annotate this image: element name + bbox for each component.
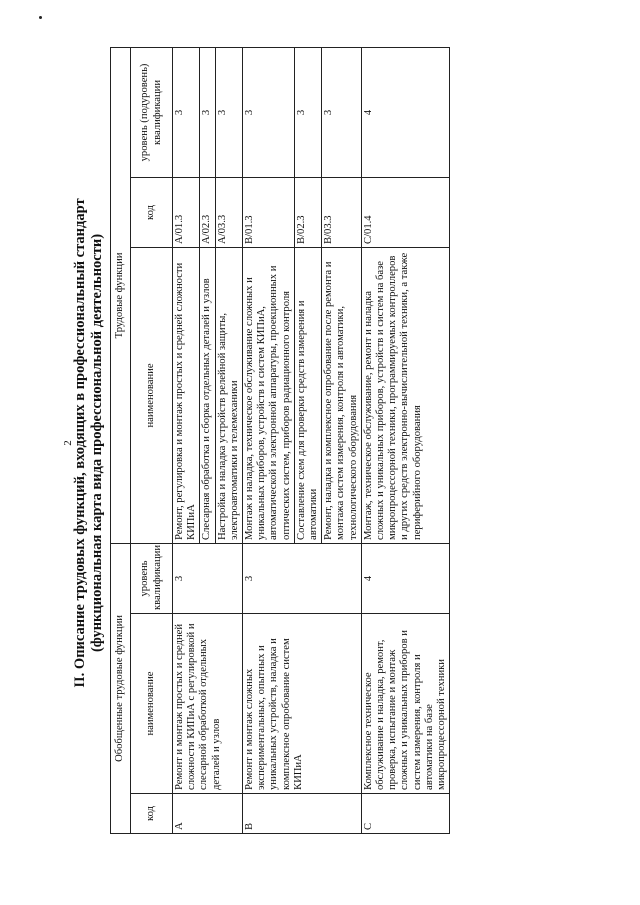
header-labor-functions: Трудовые функции bbox=[111, 47, 131, 543]
header-function-name: наименование bbox=[131, 247, 173, 543]
header-generalized-functions: Обобщенные трудовые функции bbox=[111, 543, 131, 833]
header-group-code: код bbox=[131, 794, 173, 834]
group-code: B bbox=[243, 794, 362, 834]
header-function-level: уровень (подуровень) квалификации bbox=[131, 47, 173, 177]
table-row bbox=[243, 47, 295, 833]
function-name: Монтаж и наладка, техническое обслуживание сложных и уникальных приборов, устройств и систем КИПиА, автоматической и электронной аппаратуры, проекционных и оптических систем, приборов радиационного контроля bbox=[243, 247, 295, 543]
group-level: 3 bbox=[243, 543, 362, 613]
function-level: 4 bbox=[361, 47, 449, 177]
group-name: Ремонт и монтаж сложных экспериментальных, опытных и уникальных устройств, наладка и комплексное опробование систем КИПиА bbox=[243, 614, 362, 794]
function-code: A/01.3 bbox=[173, 177, 200, 247]
function-name: Монтаж, техническое обслуживание, ремонт и наладка сложных и уникальных приборов, устройств и систем на базе микропроцессорной техники, программируемых контроллеров и других средств электронно-вычислительной техники, а также периферийного оборудования bbox=[361, 247, 449, 543]
rotated-document-page bbox=[60, 48, 580, 838]
group-code: C bbox=[361, 794, 449, 834]
table-row bbox=[173, 47, 200, 833]
functional-map-table bbox=[110, 47, 450, 834]
function-level: 3 bbox=[200, 47, 215, 177]
function-name: Составление схем для проверки средств измерения и автоматики bbox=[294, 247, 321, 543]
group-code: A bbox=[173, 794, 243, 834]
group-name: Ремонт и монтаж простых и средней сложности КИПиА с регулировкой и слесарной обработкой отдельных деталей и узлов bbox=[173, 614, 243, 794]
function-level: 3 bbox=[173, 47, 200, 177]
function-level: 3 bbox=[294, 47, 321, 177]
header-row-columns bbox=[131, 47, 173, 833]
function-level: 3 bbox=[243, 47, 295, 177]
header-group-name: наименование bbox=[131, 614, 173, 794]
function-code: B/03.3 bbox=[322, 177, 362, 247]
table-row bbox=[361, 47, 449, 833]
title-line-2: (функциональная карта вида профессиональной деятельности) bbox=[89, 233, 105, 653]
function-name: Ремонт, регулировка и монтаж простых и средней сложности КИПиА bbox=[173, 247, 200, 543]
function-name: Ремонт, наладка и комплексное опробование после ремонта и монтажа систем измерения, контроля и автоматики, технологического оборудования bbox=[322, 247, 362, 543]
function-code: A/03.3 bbox=[215, 177, 242, 247]
function-code: B/01.3 bbox=[243, 177, 295, 247]
header-function-code: код bbox=[131, 177, 173, 247]
group-level: 4 bbox=[361, 543, 449, 613]
title-line-1: II. Описание трудовых функций, входящих в профессиональный стандарт bbox=[72, 198, 88, 688]
function-name: Слесарная обработка и сборка отдельных деталей и узлов bbox=[200, 247, 215, 543]
function-code: A/02.3 bbox=[200, 177, 215, 247]
group-level: 3 bbox=[173, 543, 243, 613]
section-title bbox=[72, 48, 106, 838]
function-level: 3 bbox=[215, 47, 242, 177]
function-code: C/01.4 bbox=[361, 177, 449, 247]
function-name: Настройка и наладка устройств релейной защиты, электроавтоматики и телемеханики bbox=[215, 247, 242, 543]
header-row-groups bbox=[111, 47, 131, 833]
header-group-level: уровень квалификации bbox=[131, 543, 173, 613]
function-code: B/02.3 bbox=[294, 177, 321, 247]
page-number: 2 bbox=[62, 440, 74, 446]
function-level: 3 bbox=[322, 47, 362, 177]
scan-speck bbox=[39, 16, 42, 19]
group-name: Комплексное техническое обслуживание и наладка, ремонт, проверка, испытание и монтаж сложных и уникальных приборов и систем измерения, контроля и автоматики на базе микропроцессорной техники bbox=[361, 614, 449, 794]
